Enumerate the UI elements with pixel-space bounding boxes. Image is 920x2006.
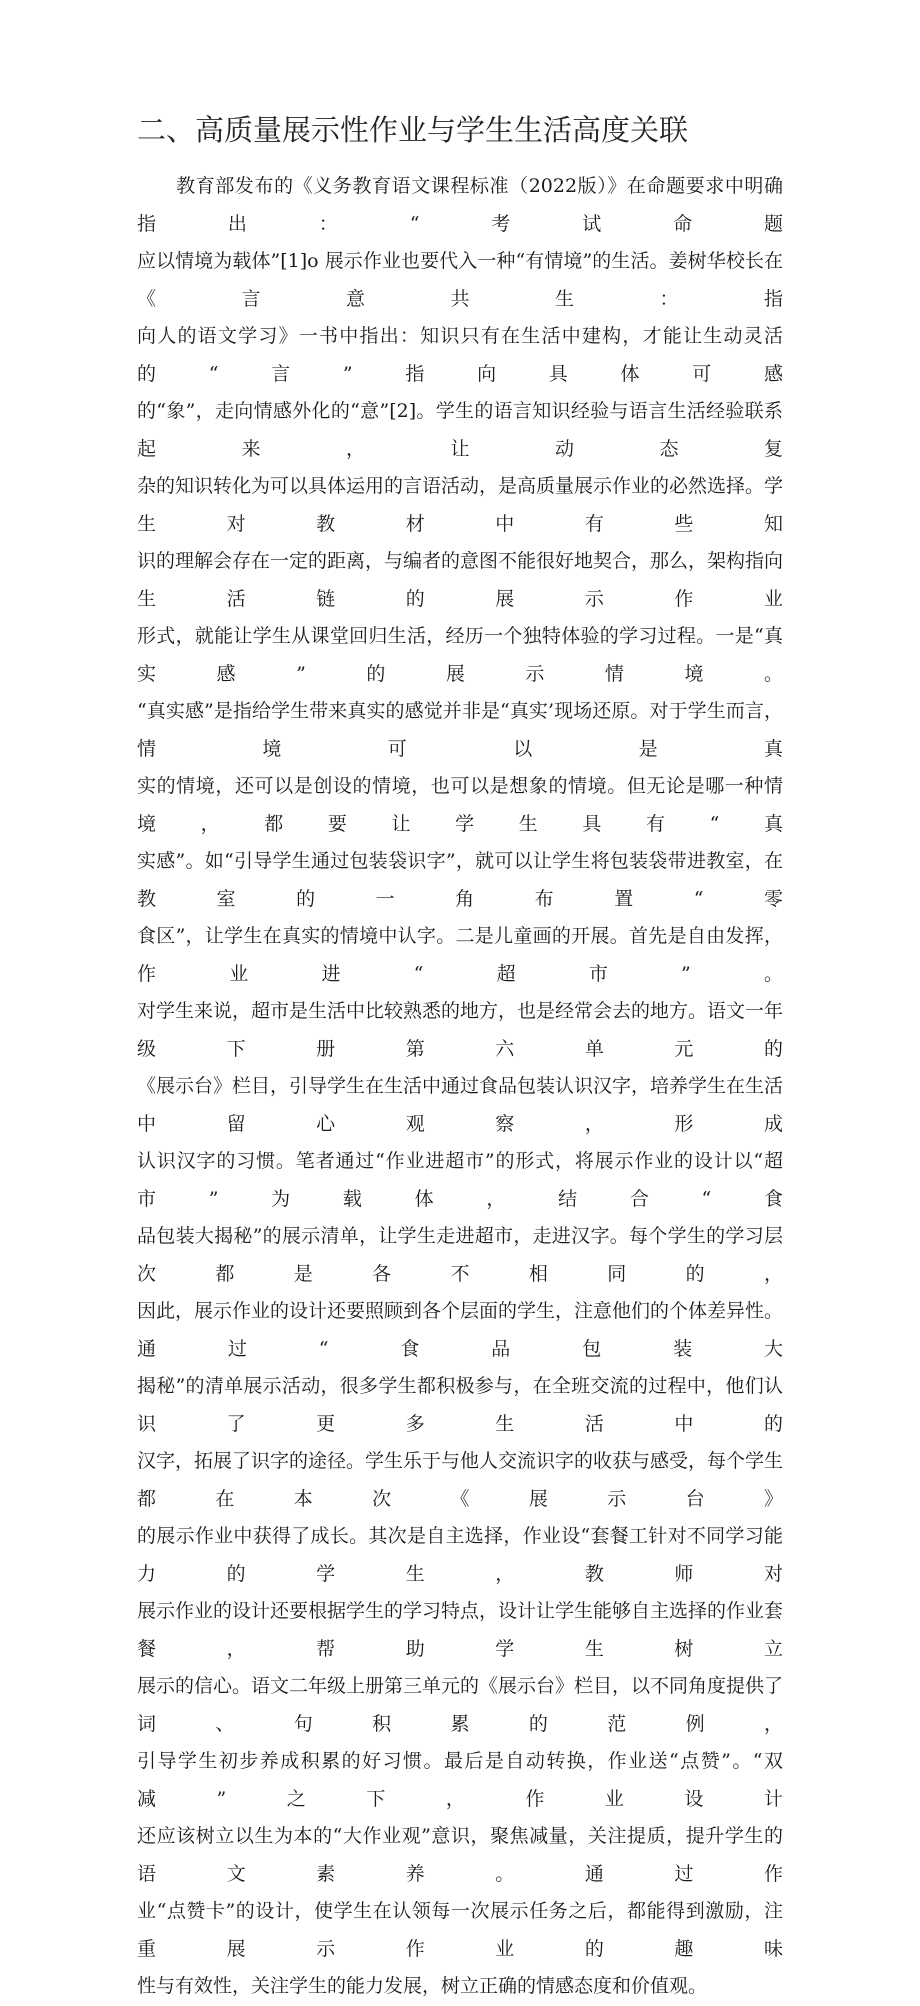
paragraph-line: 揭秘”的清单展示活动，很多学生都积极参与，在全班交流的过程中，他们认识了更多生活中的 [137,1375,783,1435]
paragraph-line: 应以情境为载体”[1]o 展示作业也要代入一种“有情境”的生活。姜树华校长在《言意共生：指 [137,250,783,310]
paragraph-line: “真实感”是指给学生带来真实的感觉并非是“真实’现场还原。对于学生而言，情境可以是真 [137,700,783,760]
paragraph-line: 的“象”，走向情感外化的“意”[2]。学生的语言知识经验与语言生活经验联系起来，让动态复 [137,400,783,460]
paragraph-line: 教育部发布的《义务教育语文课程标准（2022版）》在命题要求中明确指出：“考试命题 [137,175,783,235]
paragraph-line: 实的情境，还可以是创设的情境，也可以是想象的情境。但无论是哪一种情境，都要让学生具有“真 [137,775,783,835]
paragraph-line: 实感”。如“引导学生通过包装袋识字”，就可以让学生将包装袋带进教室，在教室的一角布置“零 [137,850,783,910]
paragraph-line: 展示作业的设计还要根据学生的学习特点，设计让学生能够自主选择的作业套餐，帮助学生树立 [137,1600,784,1660]
section-heading: 二、高质量展示性作业与学生生活高度关联 [137,113,689,147]
paragraph-line: 的展示作业中获得了成长。其次是自主选择，作业设“套餐工针对不同学习能力的学生，教师对 [137,1525,783,1585]
paragraph-line: 展示的信心。语文二年级上册第三单元的《展示台》栏目，以不同角度提供了词、句积累的范例， [137,1675,784,1735]
paragraph-line: 因此，展示作业的设计还要照顾到各个层面的学生，注意他们的个体差异性。通过“食品包装大 [137,1300,784,1360]
paragraph-line: 认识汉字的习惯。笔者通过“作业进超市”的形式，将展示作业的设计以“超市”为载体，结合“食 [137,1150,783,1210]
paragraph-line: 汉字，拓展了识字的途径。学生乐于与他人交流识字的收获与感受，每个学生都在本次《展示台》 [137,1450,784,1510]
paragraph-line: 向人的语文学习》一书中指出：知识只有在生活中建构，才能让生动灵活的“言”指向具体可感 [137,325,783,385]
paragraph-line: 性与有效性，关注学生的能力发展，树立正确的情感态度和价值观。 [137,1975,708,1997]
paragraph-line: 引导学生初步养成积累的好习惯。最后是自动转换，作业送“点赞”。“双减”之下，作业设计 [137,1750,783,1810]
paragraph-line: 还应该树立以生为本的“大作业观”意识，聚焦减量，关注提质，提升学生的语文素养。通过作 [137,1825,783,1885]
paragraph-line: 《展示台》栏目，引导学生在生活中通过食品包装认识汉字，培养学生在生活中留心观察，形成 [137,1075,784,1135]
paragraph-line: 食区”，让学生在真实的情境中认字。二是儿童画的开展。首先是自由发挥，作业进“超市”。 [137,925,783,985]
paragraph-line: 品包装大揭秘”的展示清单，让学生走进超市，走进汉字。每个学生的学习层次都是各不相同的， [137,1225,783,1285]
paragraph-line: 形式，就能让学生从课堂回归生活，经历一个独特体验的学习过程。一是“真实感”的展示情境。 [137,625,783,685]
paragraph-line: 杂的知识转化为可以具体运用的言语活动，是高质量展示作业的必然选择。学生对教材中有些知 [137,475,784,535]
paragraph-line: 识的理解会存在一定的距离，与编者的意图不能很好地契合，那么，架构指向生活链的展示作业 [137,550,784,610]
paragraph-line: 对学生来说，超市是生活中比较熟悉的地方，也是经常会去的地方。语文一年级下册第六单元的 [137,1000,784,1060]
paragraph-line: 业“点赞卡”的设计，使学生在认领每一次展示任务之后，都能得到激励，注重展示作业的趣味 [137,1900,783,1960]
body-paragraph [137,168,783,2006]
